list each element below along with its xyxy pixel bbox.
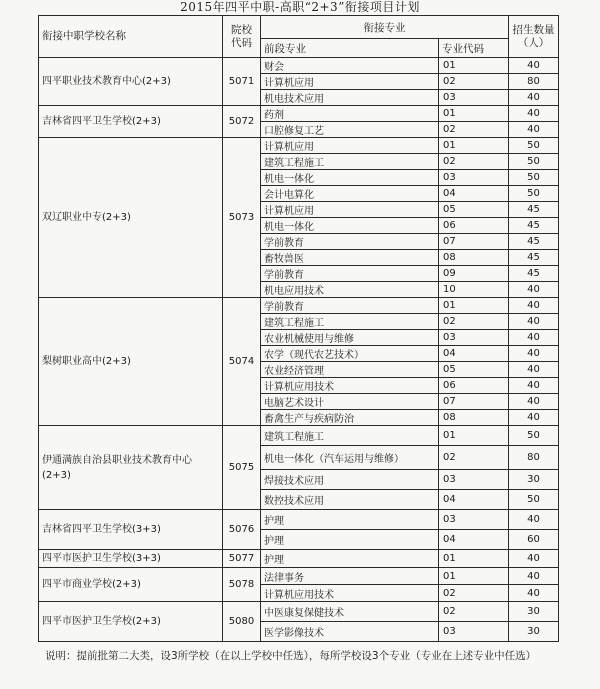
school-header: 衔接中职学校名称 (39, 16, 223, 58)
table-row (39, 106, 559, 122)
major-code: 02 (439, 602, 509, 622)
quota-value: 40 (509, 362, 559, 378)
major-code: 02 (439, 122, 509, 138)
major-name: 计算机应用技术 (261, 585, 439, 602)
school-code: 5080 (223, 602, 261, 642)
major-name: 机电技术应用 (261, 90, 439, 106)
major-code: 08 (439, 250, 509, 266)
major-code: 02 (439, 74, 509, 90)
plan-table (38, 15, 559, 642)
major-code: 05 (439, 202, 509, 218)
page-title: 2015年四平中职-高职“2+3”衔接项目计划 (180, 0, 420, 14)
major-name: 护理 (261, 510, 439, 530)
major-name: 计算机应用技术 (261, 378, 439, 394)
major-code: 03 (439, 510, 509, 530)
quota-value: 30 (509, 470, 559, 490)
quota-value: 40 (509, 346, 559, 362)
quota-value: 40 (509, 330, 559, 346)
major-name: 数控技术应用 (261, 490, 439, 510)
quota-value: 40 (509, 568, 559, 585)
major-code: 08 (439, 410, 509, 426)
table-row (39, 568, 559, 585)
major-code: 06 (439, 218, 509, 234)
quota-value: 50 (509, 138, 559, 154)
major-name: 机电一体化 (261, 170, 439, 186)
major-header: 前段专业 (261, 39, 439, 58)
major-code: 07 (439, 234, 509, 250)
major-code: 02 (439, 314, 509, 330)
school-code: 5075 (223, 426, 261, 510)
quota-value: 30 (509, 622, 559, 642)
quota-value: 80 (509, 74, 559, 90)
major-code: 03 (439, 330, 509, 346)
major-code: 03 (439, 470, 509, 490)
major-code: 01 (439, 568, 509, 585)
code-header: 院校代码 (223, 16, 261, 58)
quota-value: 40 (509, 410, 559, 426)
quota-value: 30 (509, 602, 559, 622)
school-name: 吉林省四平卫生学校(2+3) (39, 106, 223, 138)
school-code: 5077 (223, 550, 261, 568)
major-name: 电脑艺术设计 (261, 394, 439, 410)
major-code: 01 (439, 106, 509, 122)
major-code: 01 (439, 138, 509, 154)
school-code: 5071 (223, 58, 261, 106)
quota-value: 40 (509, 106, 559, 122)
school-code: 5076 (223, 510, 261, 550)
quota-value: 50 (509, 490, 559, 510)
school-name: 四平市医护卫生学校(3+3) (39, 550, 223, 568)
major-code: 01 (439, 550, 509, 568)
table-row (39, 298, 559, 314)
major-name: 药剂 (261, 106, 439, 122)
major-code: 01 (439, 298, 509, 314)
school-code: 5072 (223, 106, 261, 138)
major-name: 口腔修复工艺 (261, 122, 439, 138)
major-name: 机电应用技术 (261, 282, 439, 298)
major-code: 04 (439, 490, 509, 510)
table-row (39, 426, 559, 446)
major-name: 会计电算化 (261, 186, 439, 202)
major-code: 05 (439, 362, 509, 378)
major-name: 学前教育 (261, 266, 439, 282)
table-row (39, 58, 559, 74)
major-name: 学前教育 (261, 234, 439, 250)
quota-value: 50 (509, 170, 559, 186)
school-code: 5073 (223, 138, 261, 298)
major-name: 计算机应用 (261, 138, 439, 154)
quota-value: 40 (509, 298, 559, 314)
major-name: 畜牧兽医 (261, 250, 439, 266)
major-name: 机电一体化 (261, 218, 439, 234)
major-code: 04 (439, 530, 509, 550)
major-name: 计算机应用 (261, 74, 439, 90)
major-code: 03 (439, 90, 509, 106)
major-name: 焊接技术应用 (261, 470, 439, 490)
table-body (39, 58, 559, 642)
major-code: 01 (439, 58, 509, 74)
quota-value: 45 (509, 218, 559, 234)
major-group-header: 衔接专业 (261, 16, 509, 39)
quota-value: 80 (509, 446, 559, 470)
quota-value: 40 (509, 282, 559, 298)
quota-value: 45 (509, 234, 559, 250)
major-name: 医学影像技术 (261, 622, 439, 642)
major-code: 06 (439, 378, 509, 394)
major-name: 财会 (261, 58, 439, 74)
school-code: 5074 (223, 298, 261, 426)
quota-value: 40 (509, 550, 559, 568)
quota-value: 40 (509, 510, 559, 530)
quota-value: 40 (509, 122, 559, 138)
quota-value: 60 (509, 530, 559, 550)
major-name: 护理 (261, 550, 439, 568)
school-name: 四平职业技术教育中心(2+3) (39, 58, 223, 106)
major-code: 09 (439, 266, 509, 282)
quota-value: 45 (509, 202, 559, 218)
major-name: 建筑工程施工 (261, 426, 439, 446)
quota-value: 50 (509, 426, 559, 446)
major-name: 建筑工程施工 (261, 314, 439, 330)
major-code: 01 (439, 426, 509, 446)
major-code: 03 (439, 170, 509, 186)
school-name: 梨树职业高中(2+3) (39, 298, 223, 426)
major-code: 02 (439, 154, 509, 170)
major-code: 07 (439, 394, 509, 410)
table-row (39, 550, 559, 568)
major-code: 04 (439, 186, 509, 202)
major-name: 护理 (261, 530, 439, 550)
quota-value: 40 (509, 394, 559, 410)
major-code: 03 (439, 622, 509, 642)
table-row (39, 602, 559, 622)
major-name: 畜禽生产与疾病防治 (261, 410, 439, 426)
school-name: 四平市医护卫生学校(2+3) (39, 602, 223, 642)
table-row (39, 510, 559, 530)
major-name: 学前教育 (261, 298, 439, 314)
quota-value: 45 (509, 266, 559, 282)
major-code-header: 专业代码 (439, 39, 509, 58)
quota-value: 40 (509, 58, 559, 74)
major-code: 10 (439, 282, 509, 298)
school-name: 四平市商业学校(2+3) (39, 568, 223, 602)
school-code: 5078 (223, 568, 261, 602)
major-code: 04 (439, 346, 509, 362)
major-name: 法律事务 (261, 568, 439, 585)
quota-value: 40 (509, 314, 559, 330)
quota-value: 50 (509, 154, 559, 170)
major-name: 中医康复保健技术 (261, 602, 439, 622)
major-name: 机电一体化（汽车运用与维修） (261, 446, 439, 470)
major-name: 农业经济管理 (261, 362, 439, 378)
quota-header: 招生数量（人） (509, 16, 559, 58)
school-name: 双辽职业中专(2+3) (39, 138, 223, 298)
table-row (39, 138, 559, 154)
table-header-row (39, 16, 559, 39)
major-name: 农业机械使用与维修 (261, 330, 439, 346)
major-name: 计算机应用 (261, 202, 439, 218)
major-code: 02 (439, 446, 509, 470)
quota-value: 40 (509, 585, 559, 602)
quota-value: 40 (509, 378, 559, 394)
footnote: 说明：提前批第二大类，设3所学校（在以上学校中任选），每所学校设3个专业（专业在上述专业中任选） (45, 650, 537, 662)
major-code: 02 (439, 585, 509, 602)
school-name: 吉林省四平卫生学校(3+3) (39, 510, 223, 550)
major-name: 农学（现代农艺技术） (261, 346, 439, 362)
quota-value: 40 (509, 90, 559, 106)
quota-value: 45 (509, 250, 559, 266)
school-name: 伊通满族自治县职业技术教育中心(2+3) (39, 426, 223, 510)
major-name: 建筑工程施工 (261, 154, 439, 170)
quota-value: 50 (509, 186, 559, 202)
